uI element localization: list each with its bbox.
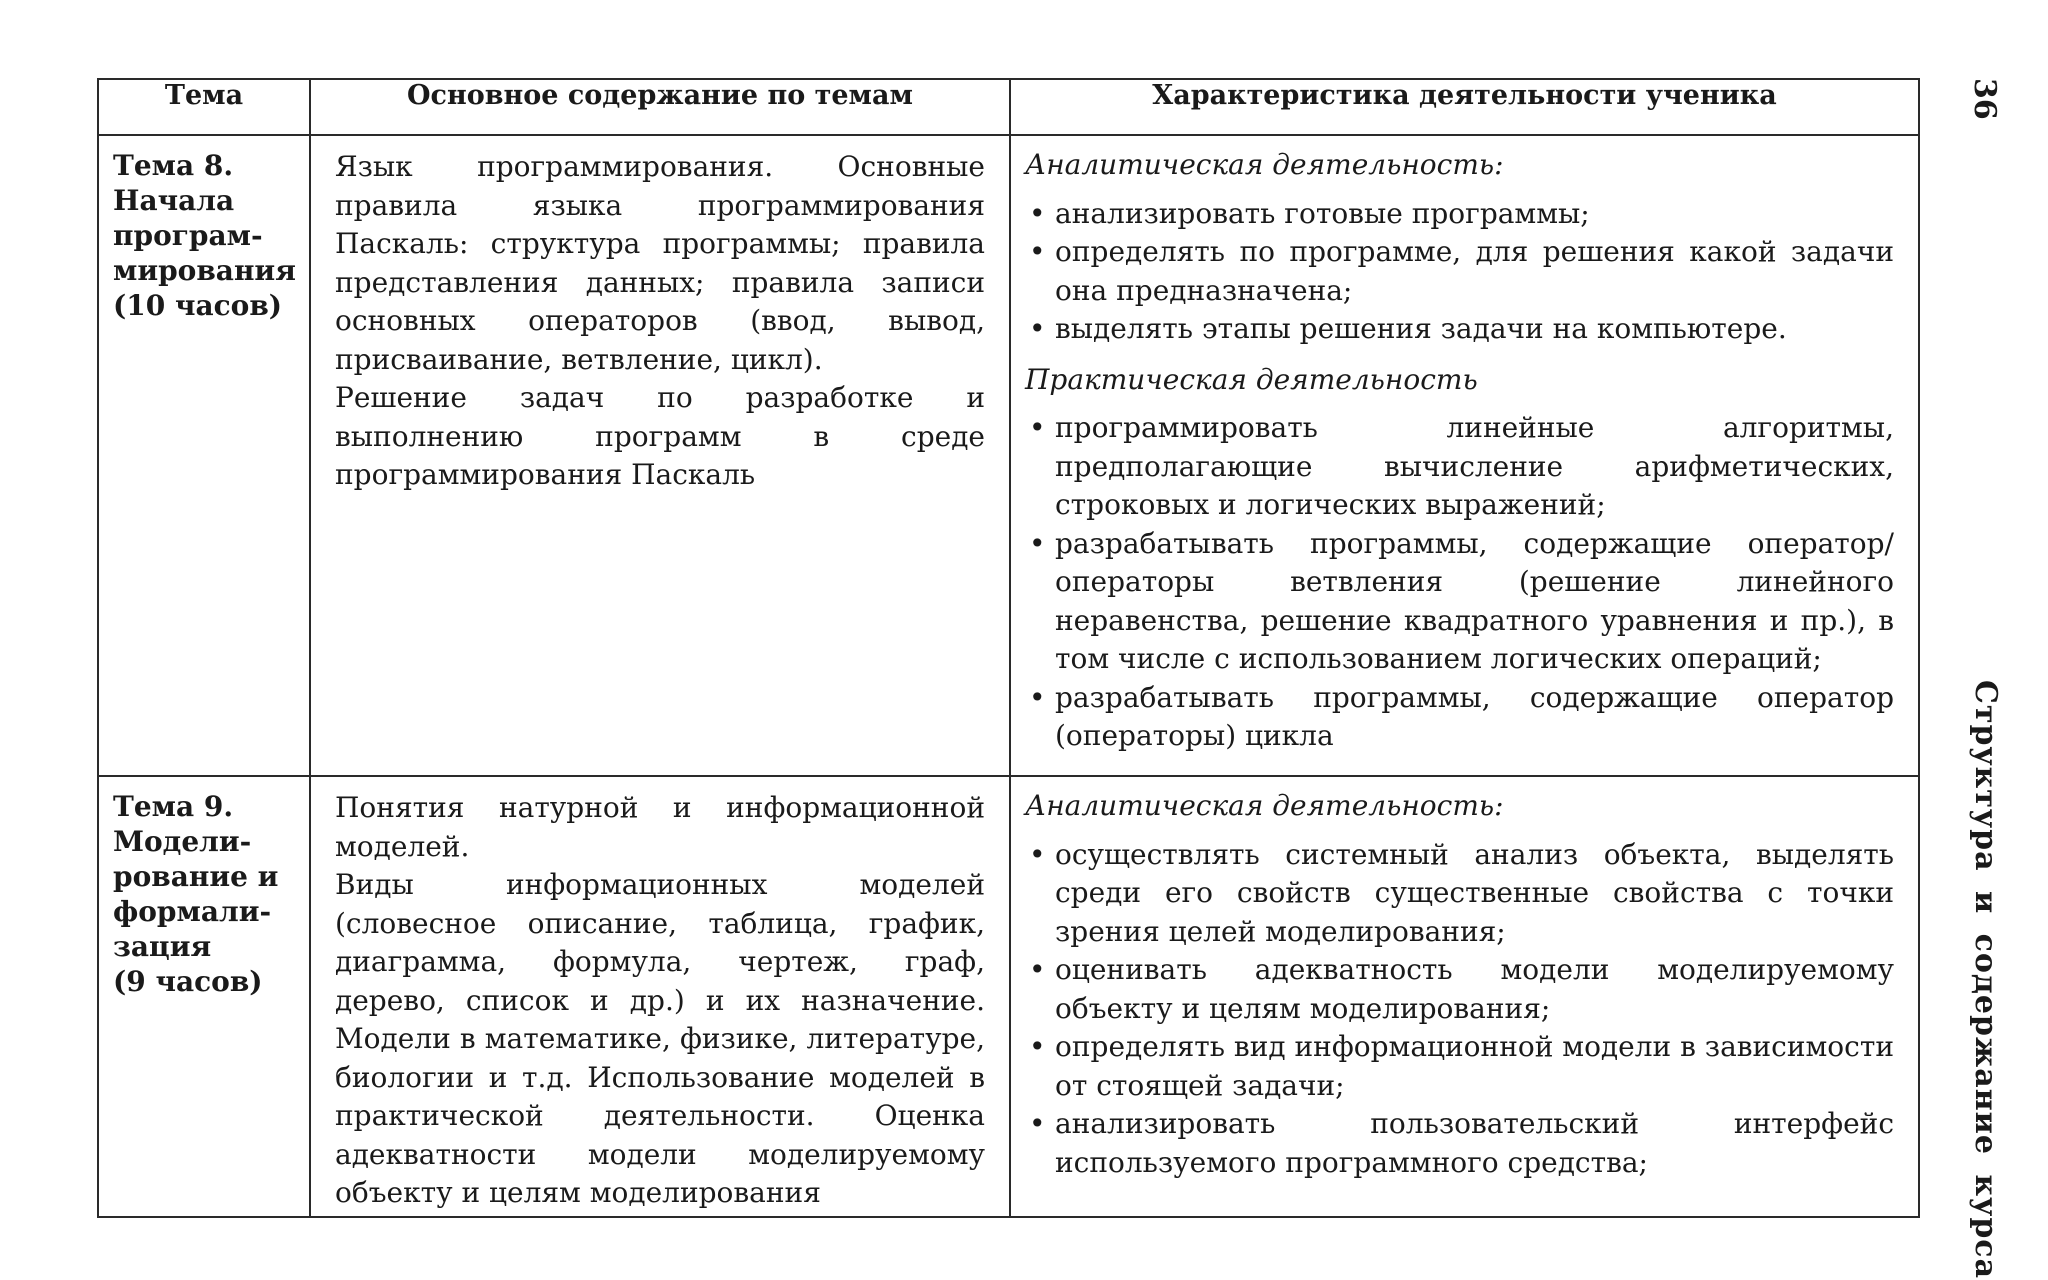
content-cell xyxy=(310,135,1010,776)
activity-cell xyxy=(1010,135,1919,776)
bullet-list xyxy=(1025,409,1894,756)
list-item: • определять вид информационной модели в зависимости от стоящей задачи; xyxy=(1025,1028,1894,1105)
header-content: Основное содержание по темам xyxy=(310,79,1010,135)
page-number: 36 xyxy=(1967,78,2002,120)
bullet-list xyxy=(1025,195,1894,349)
table-row xyxy=(98,135,1919,776)
topic-cell: Тема 9. Модели- рование и формали- зация (9 часов) xyxy=(98,776,310,1217)
list-item: • выделять этапы решения задачи на компьютере. xyxy=(1025,310,1894,349)
list-item: • определять по программе, для решения какой задачи она предназначена; xyxy=(1025,233,1894,310)
list-item: • осуществлять системный анализ объекта, выделять среди его свойств существенные свойства с точки зрения целей моделирования; xyxy=(1025,836,1894,952)
header-topic: Тема xyxy=(98,79,310,135)
content-cell xyxy=(310,776,1010,1217)
table-header-row xyxy=(98,79,1919,135)
section-heading: Аналитическая деятельность: xyxy=(1025,789,1504,823)
table-row xyxy=(98,776,1919,1217)
content-paragraph: Понятия натурной и информационной моделей. xyxy=(335,791,985,863)
running-title: Структура и содержание курса xyxy=(1968,680,2003,1280)
list-item: • оценивать адекватность модели моделируемому объекту и целям моделирования; xyxy=(1025,951,1894,1028)
topic-cell: Тема 8. Начала програм- мирования (10 часов) xyxy=(98,135,310,776)
header-activity: Характеристика деятельности ученика xyxy=(1010,79,1919,135)
course-structure-table xyxy=(97,78,1920,1218)
bullet-list xyxy=(1025,836,1894,1183)
list-item: • разрабатывать программы, содержащие оператор/операторы ветвления (решение линейного неравенства, решение квадратного уравнения и пр.), в том числе с использованием логических операций; xyxy=(1025,525,1894,679)
list-item: • анализировать пользовательский интерфейс используемого программного средства; xyxy=(1025,1105,1894,1182)
list-item: • программировать линейные алгоритмы, предполагающие вычисление арифметических, строковых и логических выражений; xyxy=(1025,409,1894,525)
content-paragraph: Решение задач по разработке и выполнению программ в среде программирования Паскаль xyxy=(335,381,985,491)
list-item: • анализировать готовые программы; xyxy=(1025,195,1894,234)
content-paragraph: Язык программирования. Основные правила языка программирования Паскаль: структура программы; правила представления данных; правила записи основных операторов (ввод, вывод, присваивание, ветвление, цикл). xyxy=(335,150,985,376)
section-heading: Аналитическая деятельность: xyxy=(1025,148,1504,181)
section-heading: Практическая деятельность xyxy=(1025,362,1478,396)
list-item: • разрабатывать программы, содержащие оператор (операторы) цикла xyxy=(1025,679,1894,756)
content-paragraph: Виды информационных моделей (словесное описание, таблица, график, диаграмма, формула, чертеж, граф, дерево, список и др.) и их назначение. Модели в математике, физике, литературе, биологии и т.д. Использование моделей в практической деятельности. Оценка адекватности модели моделируемому объекту и целям моделирования xyxy=(335,868,985,1210)
activity-cell xyxy=(1010,776,1919,1217)
